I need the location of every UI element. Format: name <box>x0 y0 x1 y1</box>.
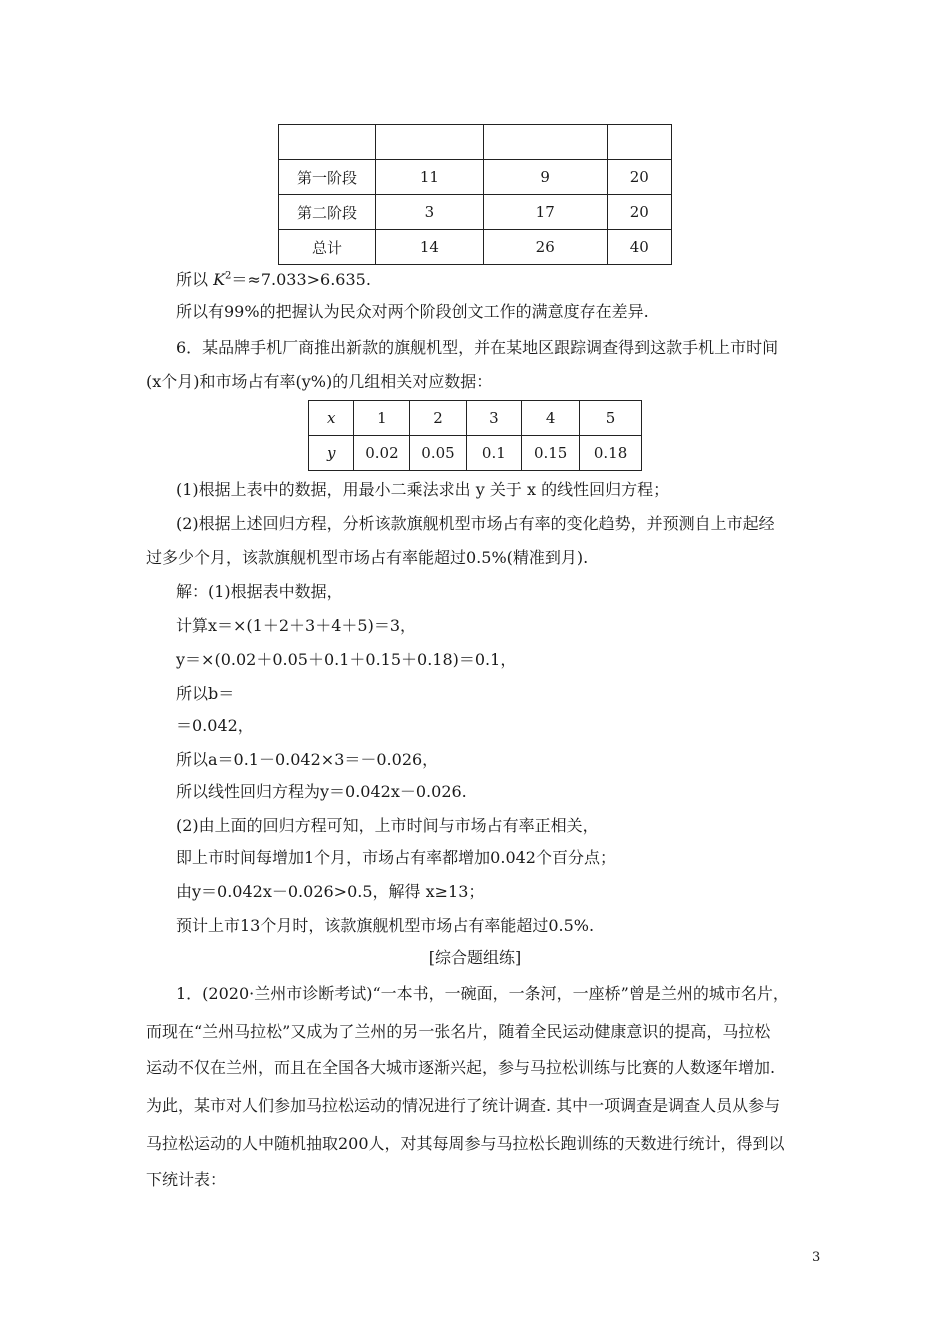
q6-part-2-line-1: (2)根据上述回归方程，分析该款旗舰机型市场占有率的变化趋势，并预测自上市起经 <box>176 514 775 533</box>
solution-line: 预计上市13个月时，该款旗舰机型市场占有率能超过0.5%. <box>176 916 595 935</box>
conclusion-text: 所以有99%的把握认为民众对两个阶段创文工作的满意度存在差异. <box>176 302 649 321</box>
table-cell: 20 <box>607 195 671 230</box>
table-row <box>279 160 672 195</box>
solution-line: 即上市时间每增加1个月，市场占有率都增加0.042个百分点； <box>176 848 616 867</box>
q1-line: 为此，某市对人们参加马拉松运动的情况进行了统计调查. 其中一项调查是调查人员从参与 <box>146 1096 781 1115</box>
q1-line: 而现在“兰州马拉松”又成为了兰州的另一张名片，随着全民运动健康意识的提高，马拉松 <box>146 1022 771 1041</box>
table-cell: 9 <box>483 160 607 195</box>
solution-line: 所以b＝ <box>176 684 235 703</box>
table-header-x: x <box>309 401 354 436</box>
table-row <box>279 125 672 160</box>
section-title: [综合题组练] <box>428 948 522 967</box>
table-cell: 0.1 <box>466 436 522 471</box>
table-cell: 14 <box>375 230 483 265</box>
q6-intro-line-2: (x个月)和市场占有率(y%)的几组相关对应数据： <box>146 372 493 391</box>
q6-part-2-line-2: 过多少个月，该款旗舰机型市场占有率能超过0.5%(精准到月). <box>146 548 589 567</box>
table-cell: 3 <box>375 195 483 230</box>
table-cell <box>483 125 607 160</box>
table-cell <box>279 125 376 160</box>
table-cell: 0.15 <box>522 436 580 471</box>
table-cell: 总计 <box>279 230 376 265</box>
solution-line: 由y＝0.042x－0.026>0.5，解得 x≥13； <box>176 882 485 901</box>
solution-line: 所以线性回归方程为y＝0.042x－0.026. <box>176 782 467 801</box>
xy-data-table <box>308 400 642 471</box>
q6-intro-line-1: 6．某品牌手机厂商推出新款的旗舰机型，并在某地区跟踪调查得到这款手机上市时间 <box>176 338 779 357</box>
table-cell: 17 <box>483 195 607 230</box>
table-cell: 1 <box>354 401 410 436</box>
solution-line: 解：(1)根据表中数据， <box>176 582 343 601</box>
q1-line: 马拉松运动的人中随机抽取200人，对其每周参与马拉松长跑训练的天数进行统计，得到以 <box>146 1134 785 1153</box>
table-cell <box>375 125 483 160</box>
satisfaction-table <box>278 124 672 265</box>
table-row <box>279 230 672 265</box>
table-cell: 11 <box>375 160 483 195</box>
table-cell: 第二阶段 <box>279 195 376 230</box>
table-cell: 2 <box>410 401 466 436</box>
q6-part-1: (1)根据上表中的数据，用最小二乘法求出 y 关于 x 的线性回归方程； <box>176 480 670 499</box>
table-cell: 26 <box>483 230 607 265</box>
k2-prefix: 所以 <box>176 270 214 289</box>
k2-variable: K <box>213 270 226 289</box>
solution-line: 所以a＝0.1－0.042×3＝－0.026， <box>176 750 439 769</box>
table-cell: 5 <box>580 401 642 436</box>
solution-line: ＝0.042， <box>176 716 254 735</box>
table-cell: 0.05 <box>410 436 466 471</box>
k2-result <box>176 270 371 290</box>
solution-line: y＝×(0.02＋0.05＋0.1＋0.15＋0.18)＝0.1， <box>176 650 517 669</box>
table-row <box>309 436 642 471</box>
table-cell: 3 <box>466 401 522 436</box>
k2-value: ＝≈7.033>6.635. <box>231 270 371 289</box>
solution-line: (2)由上面的回归方程可知，上市时间与市场占有率正相关， <box>176 816 599 835</box>
table-header-y: y <box>309 436 354 471</box>
k2-exponent: 2 <box>225 270 232 282</box>
q1-line: 下统计表： <box>146 1170 227 1189</box>
table-cell: 0.18 <box>580 436 642 471</box>
table-cell: 20 <box>607 160 671 195</box>
page-number: 3 <box>812 1250 821 1265</box>
table-cell: 40 <box>607 230 671 265</box>
table-row <box>309 401 642 436</box>
table-cell: 4 <box>522 401 580 436</box>
q1-line: 运动不仅在兰州，而且在全国各大城市逐渐兴起，参与马拉松训练与比赛的人数逐年增加. <box>146 1058 776 1077</box>
table-row <box>279 195 672 230</box>
table-cell: 0.02 <box>354 436 410 471</box>
table-cell: 第一阶段 <box>279 160 376 195</box>
solution-line: 计算x＝×(1＋2＋3＋4＋5)＝3， <box>176 616 416 635</box>
q1-line: 1．(2020·兰州市诊断考试)“一本书，一碗面，一条河，一座桥”曾是兰州的城市名片， <box>176 984 789 1003</box>
table-cell <box>607 125 671 160</box>
